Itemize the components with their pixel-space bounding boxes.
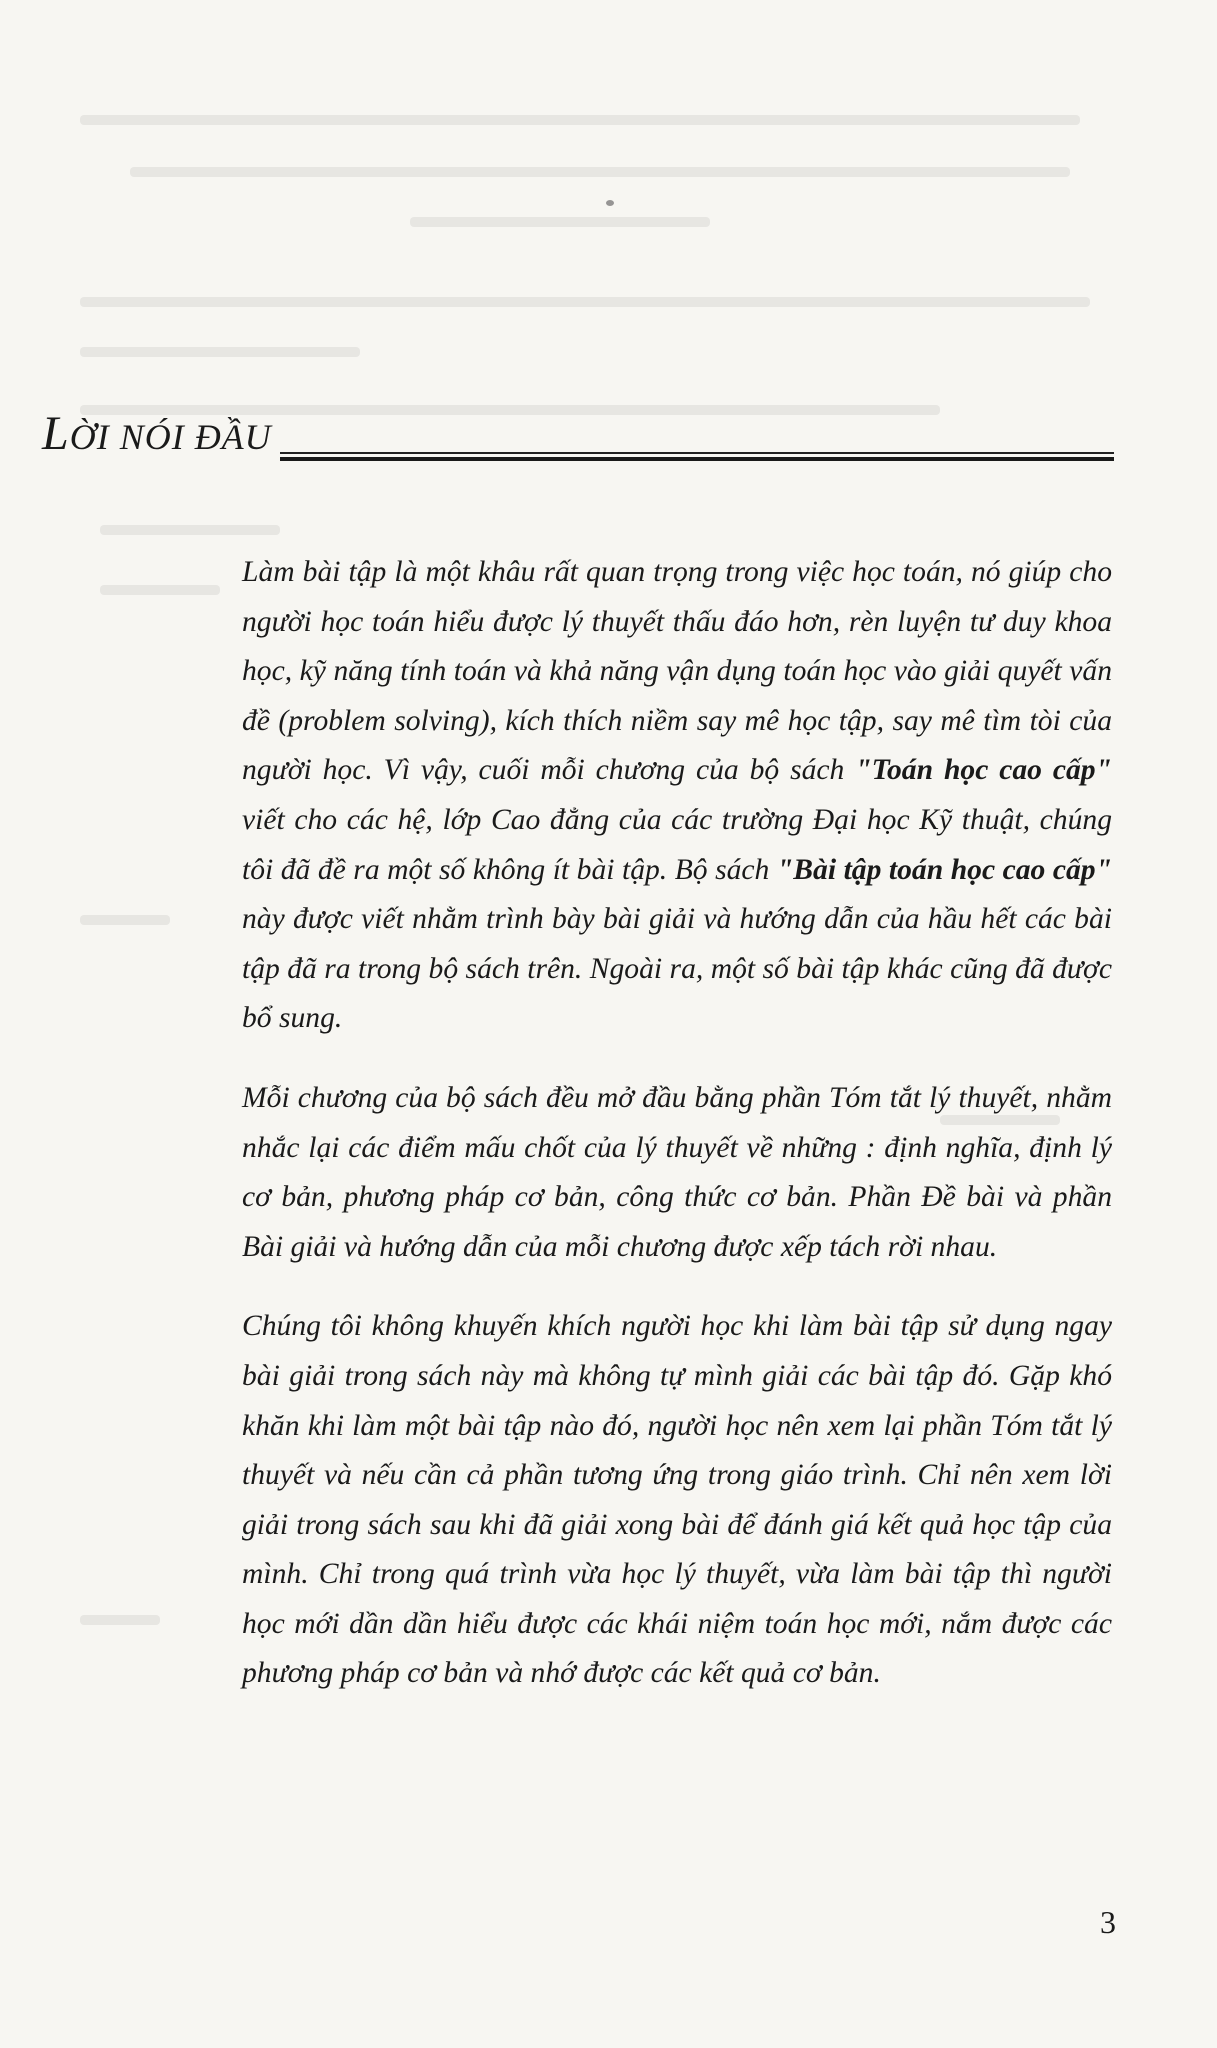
section-heading-row [42,398,1114,458]
paragraph [242,1302,1112,1699]
heading-rule-thick [280,457,1114,461]
section-heading: LỜI NÓI ĐẦU [42,407,272,460]
paragraph-text: Chúng tôi không khuyến khích người học khi làm bài tập sử dụng ngay bài giải trong sách này mà không tự mình giải các bài tập đó. Gặp khó khăn khi làm một bài tập nào đó, người học nên xem lại phần Tóm tắt lý thuyết và nếu cần cả phần tương ứng trong giáo trình. Chỉ nên xem lời giải trong sách sau khi đã giải xong bài để đánh giá kết quả học tập của mình. Chỉ trong quá trình vừa học lý thuyết, vừa làm bài tập thì người học mới dần dần hiểu được các khái niệm toán học mới, nắm được các phương pháp cơ bản và nhớ được các kết quả cơ bản. [242,1310,1112,1690]
paragraph-text: Mỗi chương của bộ sách đều mở đầu bằng phần Tóm tắt lý thuyết, nhằm nhắc lại các điểm mấu chốt của lý thuyết về những : định nghĩa, định lý cơ bản, phương pháp cơ bản, công thức cơ bản. Phần Đề bài và phần Bài giải và hướng dẫn của mỗi chương được xếp tách rời nhau. [242,1081,1112,1263]
book-title-emphasis: "Bài tập toán học cao cấp" [776,853,1112,886]
page-number: 3 [1100,1904,1116,1940]
paragraph-text: viết cho các hệ, lớp Cao đẳng của các trường Đại học Kỹ thuật, chúng tôi đã đề ra một số không ít bài tập. Bộ sách [242,803,1112,886]
paragraph [242,548,1112,1044]
ink-speck [606,200,614,206]
paragraph-text: này được viết nhằm trình bày bài giải và hướng dẫn của hầu hết các bài tập đã ra trong bộ sách trên. Ngoài ra, một số bài tập khác cũng đã được bổ sung. [242,903,1112,1035]
paragraph [242,1074,1112,1272]
heading-rule-thin [280,452,1114,454]
preface-body [242,548,1112,1729]
paragraph-text: Làm bài tập là một khâu rất quan trọng trong việc học toán, nó giúp cho người học toán hiểu được lý thuyết thấu đáo hơn, rèn luyện tư duy khoa học, kỹ năng tính toán và khả năng vận dụng toán học vào giải quyết vấn đề (problem solving), kích thích niềm say mê học tập, say mê tìm tòi của người học. Vì vậy, cuối mỗi chương của bộ sách [242,556,1112,787]
book-title-emphasis: "Toán học cao cấp" [855,754,1112,787]
